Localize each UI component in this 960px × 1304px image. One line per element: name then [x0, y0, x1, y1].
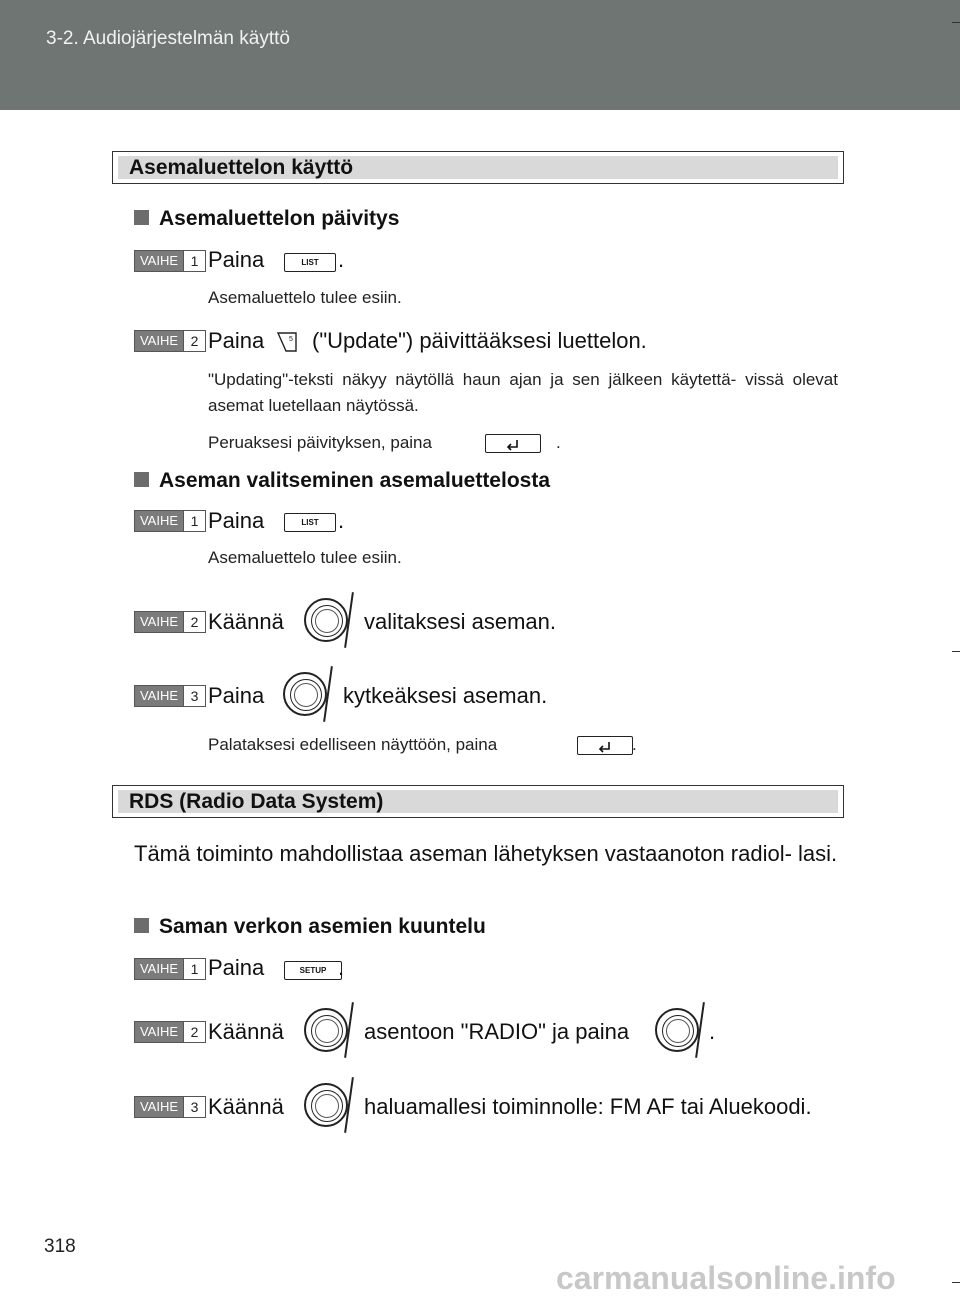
- note-text: Asemaluettelo tulee esiin.: [208, 548, 402, 567]
- intro-paragraph: Tämä toiminto mahdollistaa aseman lähetyksen vastaanoton radiol- lasi.: [134, 841, 838, 866]
- bullet-square-icon: [134, 918, 149, 933]
- note-text: Peruaksesi päivityksen, paina: [208, 433, 432, 452]
- chapter-header-band: [0, 0, 960, 110]
- tune-knob-icon: [304, 1083, 348, 1127]
- tune-knob-icon: [304, 598, 348, 642]
- section-heading-station-list: Asemaluettelon käyttö: [112, 151, 844, 184]
- crop-mark: [952, 1282, 960, 1283]
- subheading-select-station: Aseman valitseminen asemaluettelosta: [134, 469, 550, 493]
- step-text: Käännä: [208, 609, 284, 634]
- subheading-same-network: Saman verkon asemien kuuntelu: [134, 915, 486, 939]
- note-text: Palataksesi edelliseen näyttöön, paina: [208, 735, 498, 754]
- bullet-square-icon: [134, 210, 149, 225]
- step-text: Paina: [208, 247, 265, 272]
- crop-mark: [952, 651, 960, 652]
- list-button-icon: LIST: [284, 253, 336, 272]
- step-text: Paina: [208, 683, 265, 708]
- step-text: Paina: [208, 328, 265, 353]
- note-text: "Updating"-teksti näkyy näytöllä haun ajan ja sen jälkeen käytettä- vissä olevat asemat luetellaan näytössä.: [208, 370, 838, 415]
- chapter-title: 3-2. Audiojärjestelmän käyttö: [46, 28, 290, 49]
- crop-mark: [952, 22, 960, 23]
- section-heading-rds: RDS (Radio Data System): [112, 785, 844, 818]
- return-button-icon: [577, 736, 633, 755]
- tune-knob-icon: [283, 672, 327, 716]
- watermark: carmanualsonline.info: [556, 1260, 896, 1296]
- page-number: 318: [44, 1236, 76, 1257]
- step-text: Paina: [208, 955, 265, 980]
- note-text: Asemaluettelo tulee esiin.: [208, 288, 402, 307]
- return-button-icon: [485, 434, 541, 453]
- step-text: Paina: [208, 508, 265, 533]
- tune-knob-icon: [304, 1008, 348, 1052]
- tune-knob-icon: [655, 1008, 699, 1052]
- step-text: Käännä: [208, 1019, 284, 1044]
- subheading-update-list: Asemaluettelon päivitys: [134, 207, 399, 231]
- list-button-icon: LIST: [284, 513, 336, 532]
- bullet-square-icon: [134, 472, 149, 487]
- setup-button-icon: SETUP: [284, 961, 342, 980]
- step-text: Käännä: [208, 1094, 284, 1119]
- svg-text:5: 5: [289, 336, 293, 343]
- soft-button-5-icon: [276, 331, 298, 353]
